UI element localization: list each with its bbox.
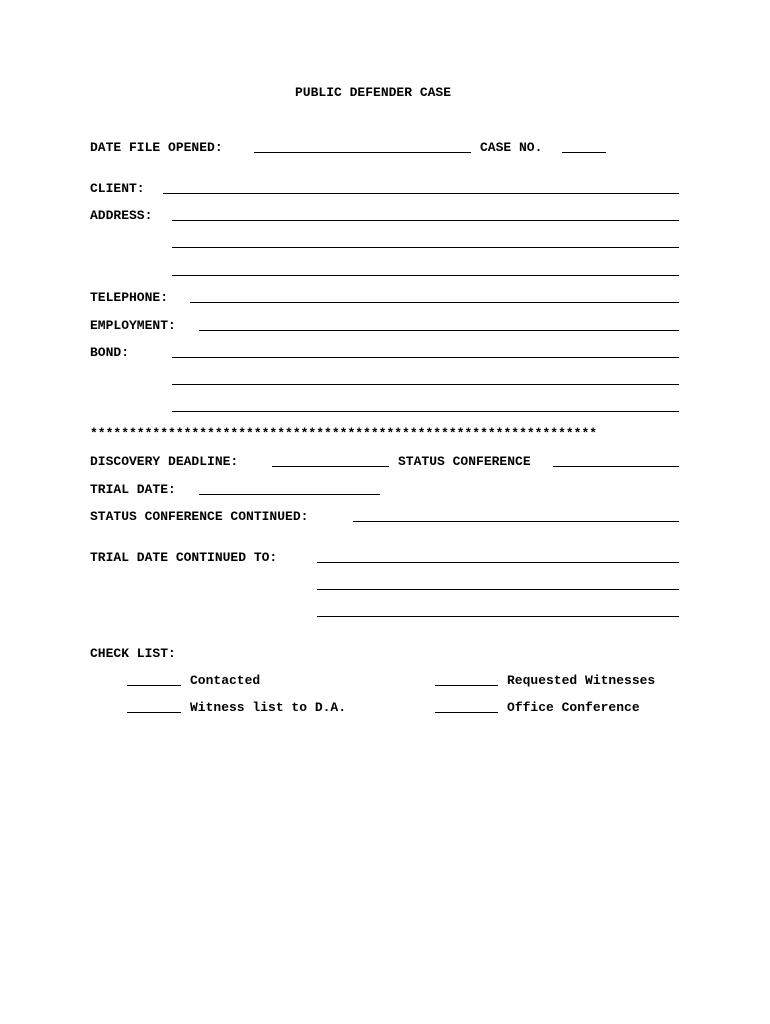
case-no-field[interactable] — [562, 152, 606, 153]
trial-date-continued-field-line-3[interactable] — [317, 616, 679, 617]
status-conference-field[interactable] — [553, 466, 679, 467]
checklist-item-requested-witnesses: Requested Witnesses — [507, 673, 656, 688]
date-file-opened-field[interactable] — [254, 152, 471, 153]
trial-date-continued-field-line-1[interactable] — [317, 562, 679, 563]
bond-label: BOND: — [90, 345, 130, 360]
checklist-title: CHECK LIST: — [90, 646, 176, 661]
trial-date-field[interactable] — [199, 494, 380, 495]
telephone-field[interactable] — [190, 302, 679, 303]
bond-field-line-1[interactable] — [172, 357, 679, 358]
trial-date-label: TRIAL DATE: — [90, 482, 176, 497]
client-label: CLIENT: — [90, 181, 145, 196]
date-file-opened-label: DATE FILE OPENED: — [90, 140, 223, 155]
separator-stars: ***************************************************************** — [90, 427, 598, 441]
checklist-blank-witness-list[interactable] — [127, 712, 181, 713]
checklist-blank-office-conference[interactable] — [435, 712, 498, 713]
checklist-item-contacted: Contacted — [190, 673, 261, 688]
client-field[interactable] — [163, 193, 679, 194]
discovery-deadline-label: DISCOVERY DEADLINE: — [90, 454, 239, 469]
status-conference-label: STATUS CONFERENCE — [398, 454, 531, 469]
page-title: PUBLIC DEFENDER CASE — [295, 85, 452, 100]
checklist-blank-contacted[interactable] — [127, 685, 181, 686]
address-label: ADDRESS: — [90, 208, 153, 223]
address-field-line-3[interactable] — [172, 275, 679, 276]
bond-field-line-3[interactable] — [172, 411, 679, 412]
trial-date-continued-field-line-2[interactable] — [317, 589, 679, 590]
telephone-label: TELEPHONE: — [90, 290, 169, 305]
checklist-item-witness-list: Witness list to D.A. — [190, 700, 347, 715]
address-field-line-1[interactable] — [172, 220, 679, 221]
case-no-label: CASE NO. — [480, 140, 543, 155]
checklist-item-office-conference: Office Conference — [507, 700, 640, 715]
employment-label: EMPLOYMENT: — [90, 318, 176, 333]
status-conference-continued-label: STATUS CONFERENCE CONTINUED: — [90, 509, 309, 524]
address-field-line-2[interactable] — [172, 247, 679, 248]
trial-date-continued-label: TRIAL DATE CONTINUED TO: — [90, 550, 278, 565]
checklist-blank-requested-witnesses[interactable] — [435, 685, 498, 686]
bond-field-line-2[interactable] — [172, 384, 679, 385]
discovery-deadline-field[interactable] — [272, 466, 389, 467]
status-conference-continued-field[interactable] — [353, 521, 679, 522]
employment-field[interactable] — [199, 330, 679, 331]
